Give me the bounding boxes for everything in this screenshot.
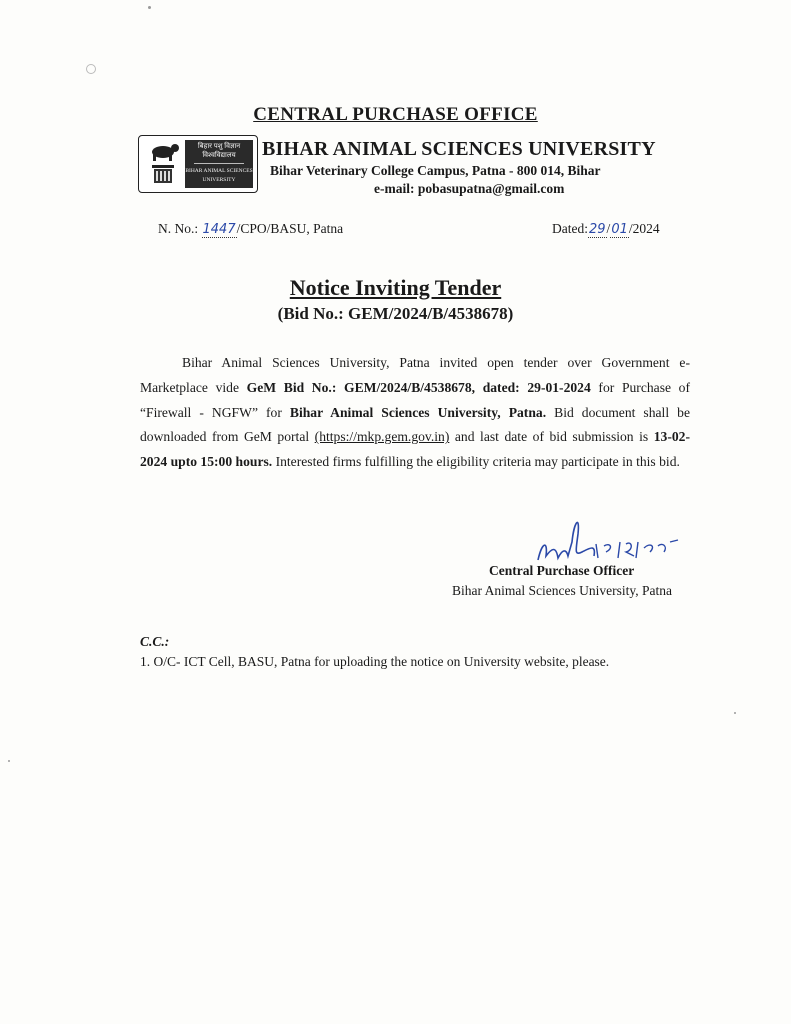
notice-date-year: /2024 [628,221,660,236]
notice-number [158,221,343,237]
logo-divider [194,163,244,164]
university-name: BIHAR ANIMAL SCIENCES UNIVERSITY [262,138,656,160]
notice-date-month: 01 [611,222,628,237]
signatory-title: Central Purchase Officer [489,563,635,578]
logo-hindi-line-1: बिहार पशु विज्ञान [197,142,241,150]
body-part-1: Bihar Animal Sciences University, Patna invited open tender over Government e-Marketplace vide [140,355,690,395]
university-logo [138,135,258,193]
notice-date-day: 29 [589,222,606,237]
cc-label: C.C.: [140,634,170,649]
notice-number-suffix: /CPO/BASU, Patna [236,221,344,236]
notice-date-prefix: Dated: [552,221,588,236]
scan-artifact [148,6,151,9]
logo-english-line-2: UNIVERSITY [202,177,236,183]
body-bid-reference: GeM Bid No.: GEM/2024/B/4538678, dated: 29-01-2024 [246,379,591,395]
notice-title: Notice Inviting Tender [289,275,502,300]
university-email: e-mail: pobasupatna@gmail.com [374,181,565,196]
scan-artifact [86,64,96,74]
university-address: Bihar Veterinary College Campus, Patna - 800 014, Bihar [270,163,601,178]
notice-number-value: 1447 [202,222,236,237]
body-part-4: and last date of bid submission is [449,429,654,445]
office-heading: CENTRAL PURCHASE OFFICE [253,104,538,125]
gem-portal-link[interactable]: (https://mkp.gem.gov.in) [314,429,450,445]
body-university: Bihar Animal Sciences University, Patna. [289,404,547,420]
notice-body [140,351,690,475]
cc-item-1: 1. O/C- ICT Cell, BASU, Patna for uploading the notice on University website, please. [140,654,610,669]
body-part-5: Interested firms fulfilling the eligibility criteria may participate in this bid. [272,454,680,470]
body-part-3: Bid document shall be downloaded from GeM portal [140,404,690,445]
logo-hindi-line-2: विश्वविद्यालय [202,151,236,159]
notice-date: Dated:29/01/2024 [552,221,660,237]
notice-number-prefix: N. No.: [158,221,202,236]
logo-text-panel [185,140,253,188]
bid-number: (Bid No.: GEM/2024/B/4538678) [277,304,514,323]
signatory-organization: Bihar Animal Sciences University, Patna [452,583,672,598]
scan-artifact [8,760,10,762]
body-deadline: 13-02-2024 upto 15:00 hours. [140,429,690,470]
body-part-2: for Purchase of “Firewall - NGFW” for [140,379,690,420]
scan-artifact [734,712,736,714]
logo-english-line-1: BIHAR ANIMAL SCIENCES [185,168,253,174]
cow-emblem-icon [143,139,183,187]
